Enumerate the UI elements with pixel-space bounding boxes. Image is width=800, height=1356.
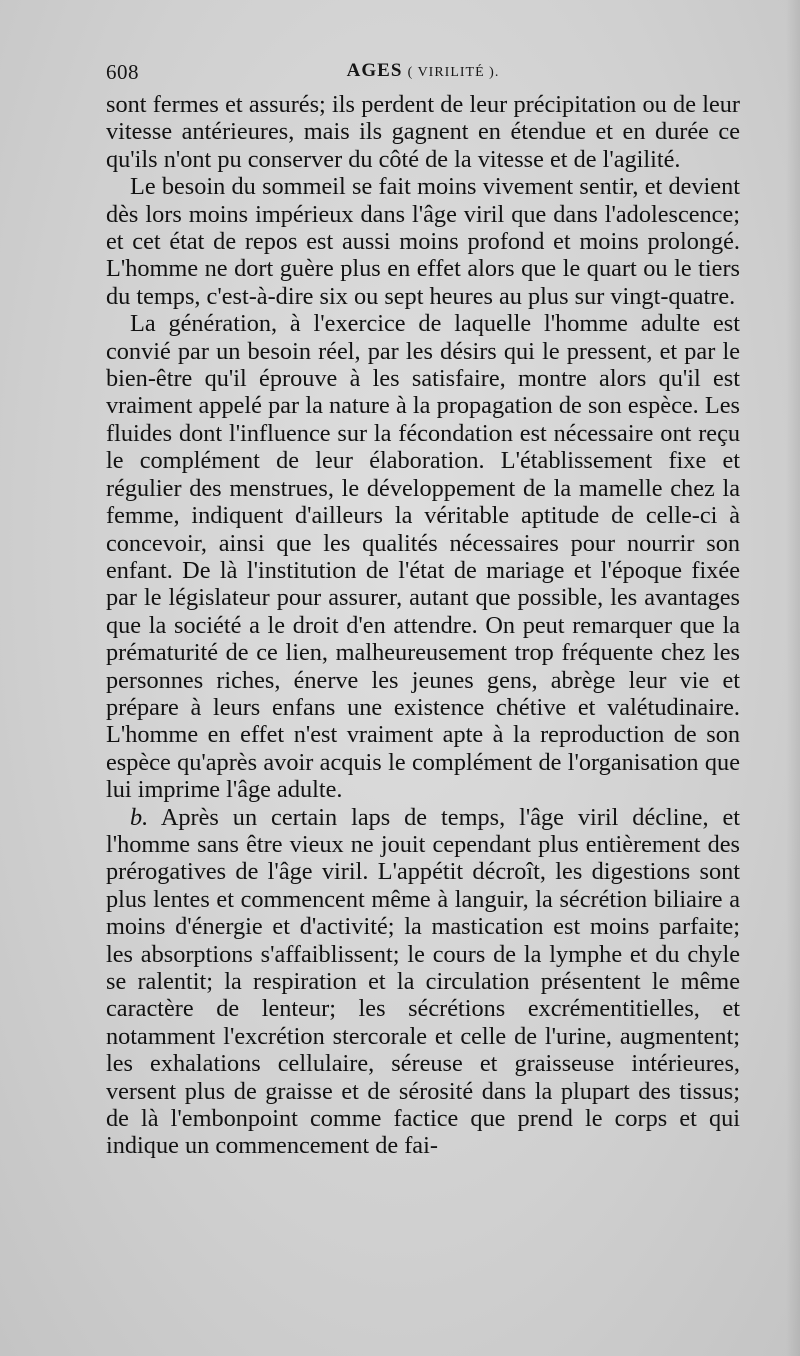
page-edge-shadow (786, 0, 800, 1356)
page-number: 608 (106, 60, 139, 84)
running-head-subtitle: ( VIRILITÉ ). (407, 65, 500, 80)
paragraph-1-text: sont fermes et assurés; ils perdent de leur précipitation ou de leur vitesse antérieures, mais ils gagnent en étendue et en durée ce qu'ils n'ont pu conserver du côté de la vitesse et de l'agilité. (106, 91, 740, 173)
running-head-title: AGES (346, 60, 403, 81)
page-header (106, 60, 740, 88)
paragraph-4-text: Après un certain laps de temps, l'âge viril décline, et l'homme sans être vieux ne jouit cependant plus entièrement des prérogatives de l'âge viril. L'appétit décroît, les digestions sont plus lentes et commencent même à languir, la sécrétion biliaire a moins d'énergie et d'activité; la mastication est moins parfaite; les absorptions s'affaiblissent; le cours de la lymphe et du chyle se ralentit; la respiration et la circulation présentent le même caractère de lenteur; les sécrétions excrémentitielles, et notamment l'excrétion stercorale et celle de l'urine, augmentent; les exhalations cellulaire, séreuse et graisseuse intérieures, versent plus de graisse et de sérosité dans la plupart des tissus; de là l'embonpoint comme factice que prend le corps et qui indique un commencement de fai- (106, 803, 740, 1160)
paragraph-3-text: La génération, à l'exercice de laquelle l'homme adulte est convié par un besoin réel, par les désirs qui le pressent, et par le bien-être qu'il éprouve à les satisfaire, montre alors qu'il est vraiment appelé par la nature à la propagation de son espèce. Les fluides dont l'influence sur la fécondation est nécessaire ont reçu le complément de leur élaboration. L'établissement fixe et régulier des menstrues, le développement de la mamelle chez la femme, indiquent d'ailleurs la véritable aptitude de celle-ci à concevoir, ainsi que les qualités nécessaires pour nourrir son enfant. De là l'institution de l'état de mariage et l'époque fixée par le législateur pour assurer, autant que possible, les avantages que la société a le droit d'en attendre. On peut remarquer que la prématurité de ce lien, malheureusement trop fréquente chez les personnes riches, énerve les jeunes gens, abrège leur vie et prépare à leurs enfans une existence chétive et valétudinaire. L'homme en effet n'est vraiment apte à la reproduction de son espèce qu'après avoir acquis le complément de l'organisation que lui imprime l'âge adulte. (106, 310, 740, 804)
paragraph-3 (106, 310, 740, 803)
paragraph-4-lead: b. (130, 803, 149, 831)
paragraph-2-text: Le besoin du sommeil se fait moins vivement sentir, et devient dès lors moins impérieux dans l'âge viril que dans l'adolescence; et cet état de repos est aussi moins profond et moins prolongé. L'homme ne dort guère plus en effet alors que le quart ou le tiers du temps, c'est-à-dire six ou sept heures au plus sur vingt-quatre. (106, 173, 740, 310)
running-head (106, 60, 740, 82)
paragraph-2 (106, 173, 740, 310)
body-text (106, 91, 740, 1160)
paragraph-1 (106, 91, 740, 173)
paragraph-4 (106, 804, 740, 1160)
